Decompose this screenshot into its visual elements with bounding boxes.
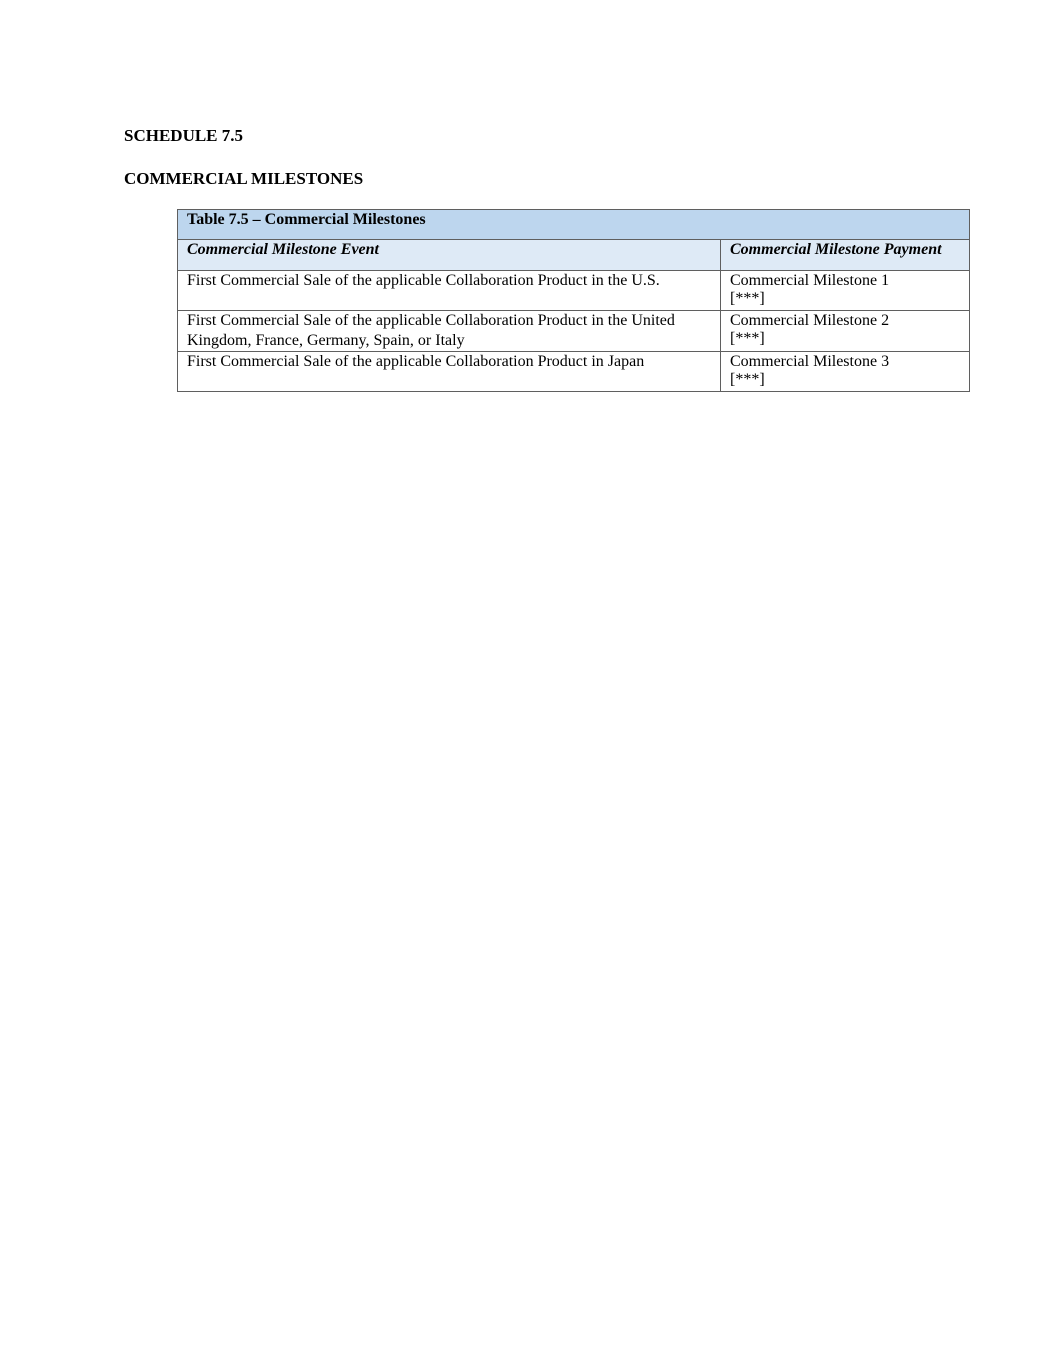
table-caption: Table 7.5 – Commercial Milestones — [178, 210, 970, 240]
table-row — [178, 271, 970, 311]
table-row — [178, 311, 970, 352]
commercial-milestones-table — [177, 209, 970, 392]
payment-value: [***] — [730, 372, 765, 388]
section-title: COMMERCIAL MILESTONES — [124, 169, 364, 188]
milestone-payment-cell — [721, 352, 970, 392]
table-row — [178, 352, 970, 392]
milestone-event-cell: First Commercial Sale of the applicable Collaboration Product in the United Kingdom, France, Germany, Spain, or Italy — [178, 311, 721, 352]
column-header-payment: Commercial Milestone Payment — [721, 240, 970, 271]
payment-label: Commercial Milestone 1 — [730, 272, 890, 289]
milestone-payment-cell — [721, 311, 970, 352]
payment-value: [***] — [730, 331, 765, 347]
column-header-event: Commercial Milestone Event — [178, 240, 721, 271]
table-caption-row — [178, 210, 970, 240]
payment-label: Commercial Milestone 2 — [730, 312, 890, 329]
payment-value: [***] — [730, 291, 765, 307]
table-header-row — [178, 240, 970, 271]
payment-label: Commercial Milestone 3 — [730, 353, 890, 370]
milestone-payment-cell — [721, 271, 970, 311]
milestone-event-cell: First Commercial Sale of the applicable Collaboration Product in the U.S. — [178, 271, 721, 311]
milestone-event-cell: First Commercial Sale of the applicable Collaboration Product in Japan — [178, 352, 721, 392]
schedule-title: SCHEDULE 7.5 — [124, 126, 244, 145]
